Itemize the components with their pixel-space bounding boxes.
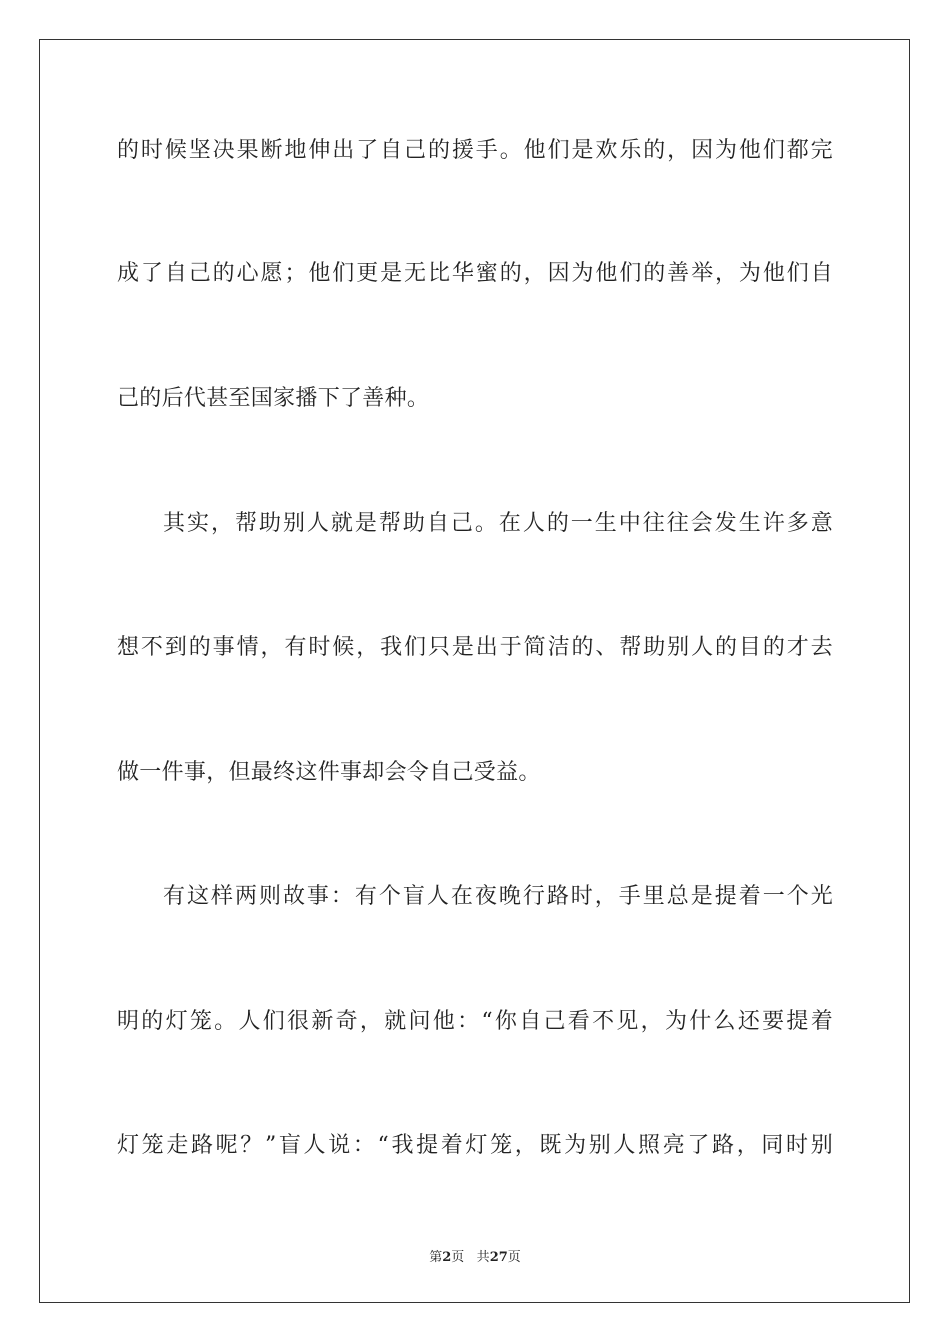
text-line-1: 的时候坚决果断地伸出了自己的援手。他们是欢乐的，因为他们都完 [117, 138, 833, 163]
text-line-3: 己的后代甚至国家播下了善种。 [117, 386, 430, 411]
text-line-6: 做一件事，但最终这件事却会令自己受益。 [117, 760, 541, 785]
text-line-9: 灯笼走路呢？”盲人说：“我提着灯笼，既为别人照亮了路，同时别 [117, 1133, 833, 1158]
footer-total-prefix: 共 [476, 1250, 490, 1265]
text-line-5: 想不到的事情，有时候，我们只是出于简洁的、帮助别人的目的才去 [117, 635, 833, 660]
text-line-8: 明的灯笼。人们很新奇，就问他：“你自己看不见，为什么还要提着 [117, 1009, 833, 1034]
footer-page-number: 2 [442, 1250, 452, 1265]
text-line-7: 有这样两则故事：有个盲人在夜晚行路时，手里总是提着一个光 [163, 884, 833, 909]
text-line-4: 其实，帮助别人就是帮助自己。在人的一生中往往会发生许多意 [163, 511, 833, 536]
page-footer [0, 1246, 950, 1265]
footer-page-prefix: 第 [429, 1250, 443, 1265]
text-line-2: 成了自己的心愿；他们更是无比华蜜的，因为他们的善举，为他们自 [117, 261, 833, 286]
footer-total-pages: 27 [489, 1250, 508, 1265]
page-border [39, 39, 910, 1303]
footer-page-suffix: 页 [451, 1250, 465, 1265]
footer-total-suffix: 页 [507, 1250, 521, 1265]
